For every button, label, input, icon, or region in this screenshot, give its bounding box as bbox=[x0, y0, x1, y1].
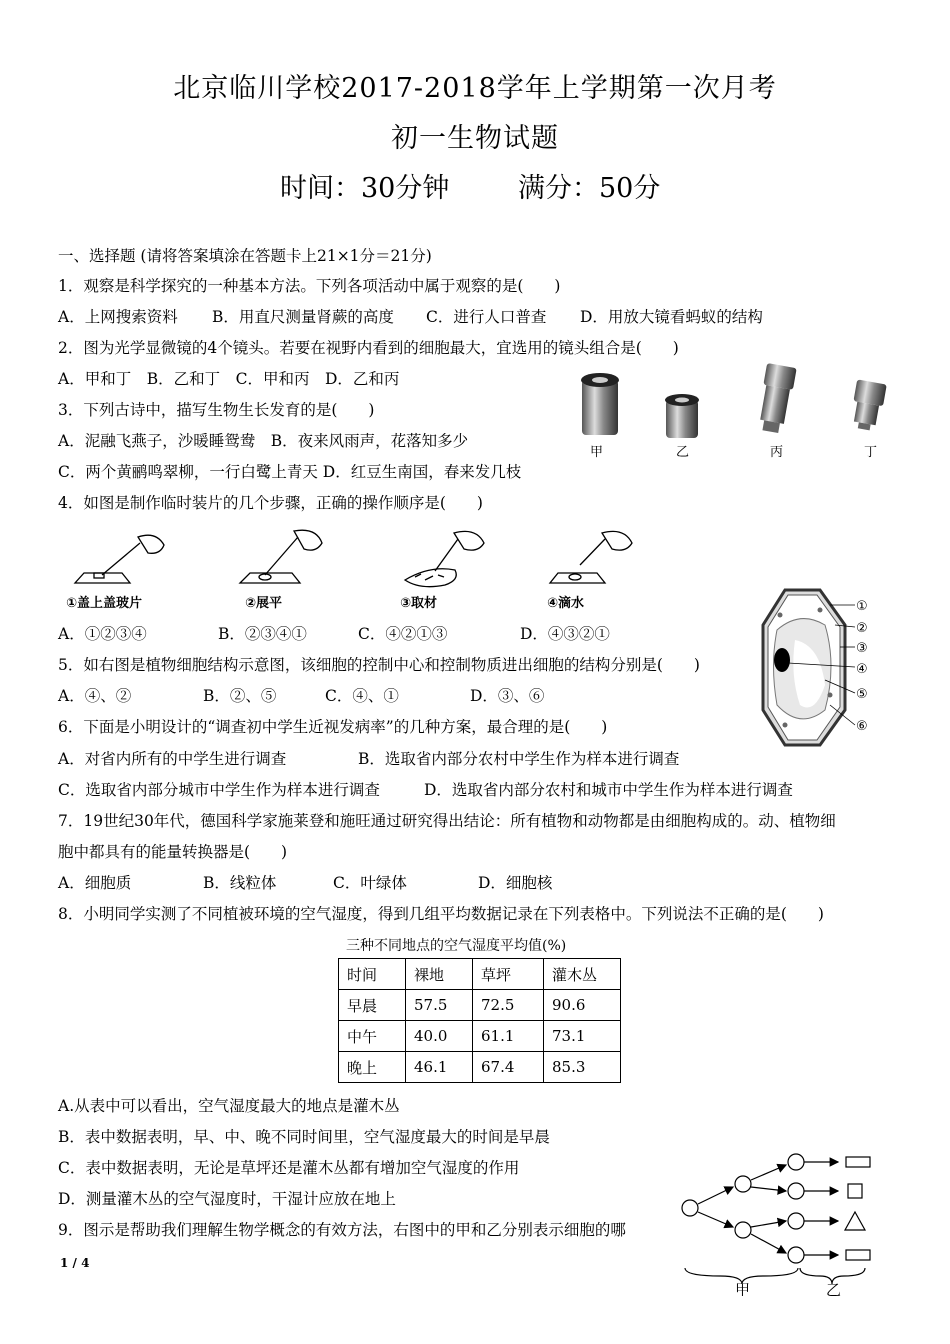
q1-option-a[interactable]: A．上网搜索资料 bbox=[58, 308, 178, 326]
q1-stem: 1．观察是科学探究的一种基本方法。下列各项活动中属于观察的是( ) bbox=[58, 277, 561, 295]
q6-option-b[interactable]: B．选取省内部分农村中学生作为样本进行调查 bbox=[358, 750, 680, 768]
q5-option-c[interactable]: C．④、① bbox=[325, 687, 399, 705]
table-header-cell: 时间 bbox=[339, 959, 406, 990]
step3-icon bbox=[405, 531, 484, 586]
table-row bbox=[339, 990, 621, 1021]
q6-option-a[interactable]: A．对省内所有的中学生进行调查 bbox=[58, 750, 287, 768]
q7-option-c[interactable]: C．叶绿体 bbox=[333, 874, 407, 892]
table-cell: 中午 bbox=[339, 1021, 406, 1052]
step4-icon bbox=[550, 531, 632, 583]
table-header-cell: 草坪 bbox=[473, 959, 544, 990]
q5-stem: 5．如右图是植物细胞结构示意图，该细胞的控制中心和控制物质进出细胞的结构分别是( ) bbox=[58, 656, 700, 674]
exam-title: 北京临川学校2017-2018学年上学期第一次月考 bbox=[173, 73, 777, 104]
lens-figure bbox=[570, 360, 900, 465]
q5-option-d[interactable]: D．③、⑥ bbox=[470, 687, 545, 705]
step-label-2: ②展平 bbox=[245, 596, 283, 611]
exam-time: 时间：30分钟 bbox=[280, 173, 450, 204]
table-cell: 90.6 bbox=[544, 990, 621, 1021]
cell-label-3: ③ bbox=[856, 641, 868, 656]
q7-stem-line1: 7．19世纪30年代，德国科学家施莱登和施旺通过研究得出结论：所有植物和动物都是由细胞构成的。动、植物细 bbox=[58, 812, 836, 830]
exam-score: 满分：50分 bbox=[518, 173, 661, 204]
q4-option-c[interactable]: C．④②①③ bbox=[358, 625, 448, 643]
q2-stem: 2．图为光学显微镜的4个镜头。若要在视野内看到的细胞最大，宜选用的镜头组合是( ) bbox=[58, 339, 679, 357]
lens-label-bing: 丙 bbox=[770, 445, 784, 460]
q1-option-d[interactable]: D．用放大镜看蚂蚁的结构 bbox=[580, 308, 763, 326]
q6-option-c[interactable]: C．选取省内部分城市中学生作为样本进行调查 bbox=[58, 781, 380, 799]
q2-options[interactable]: A．甲和丁 B．乙和丁 C．甲和丙 D．乙和丙 bbox=[58, 370, 400, 388]
q4-stem: 4．如图是制作临时装片的几个步骤，正确的操作顺序是( ) bbox=[58, 494, 483, 512]
table-cell: 57.5 bbox=[406, 990, 473, 1021]
table-cell: 早晨 bbox=[339, 990, 406, 1021]
q8-stem: 8．小明同学实测了不同植被环境的空气湿度，得到几组平均数据记录在下列表格中。下列说法不正确的是( ) bbox=[58, 905, 824, 923]
q7-option-a[interactable]: A．细胞质 bbox=[58, 874, 132, 892]
cell-label-1: ① bbox=[856, 599, 868, 614]
q8-option-c[interactable]: C．表中数据表明，无论是草坪还是灌木丛都有增加空气湿度的作用 bbox=[58, 1159, 520, 1177]
lens-yi-icon bbox=[665, 394, 699, 438]
step-label-4: ④滴水 bbox=[547, 596, 585, 611]
cell-label-4: ④ bbox=[856, 662, 868, 677]
q8-option-d[interactable]: D．测量灌木丛的空气湿度时，干湿计应放在地上 bbox=[58, 1190, 396, 1208]
step-label-3: ③取材 bbox=[400, 596, 438, 611]
q8-option-b[interactable]: B．表中数据表明，早、中、晚不同时间里，空气湿度最大的时间是早晨 bbox=[58, 1128, 550, 1146]
q3-stem: 3．下列古诗中，描写生物生长发育的是( ) bbox=[58, 401, 375, 419]
exam-subtitle: 初一生物试题 bbox=[391, 123, 559, 154]
humidity-table bbox=[338, 958, 621, 1083]
lens-bing-icon bbox=[756, 363, 797, 434]
table-row bbox=[339, 1052, 621, 1083]
table-row bbox=[339, 1021, 621, 1052]
q1-option-c[interactable]: C．进行人口普查 bbox=[426, 308, 547, 326]
q1-option-b[interactable]: B．用直尺测量肾蕨的高度 bbox=[212, 308, 394, 326]
q4-option-d[interactable]: D．④③②① bbox=[520, 625, 610, 643]
step1-icon bbox=[75, 535, 164, 583]
slide-steps-figure bbox=[60, 525, 650, 615]
step2-icon bbox=[240, 530, 322, 583]
lens-jia-icon bbox=[581, 373, 619, 435]
q8-option-a[interactable]: A.从表中可以看出，空气湿度最大的地点是灌木丛 bbox=[58, 1097, 400, 1115]
lens-label-ding: 丁 bbox=[864, 445, 878, 460]
q5-option-a[interactable]: A．④、② bbox=[58, 687, 132, 705]
section-heading: 一、选择题 (请将答案填涂在答题卡上21×1分＝21分) bbox=[58, 247, 432, 265]
table-cell: 40.0 bbox=[406, 1021, 473, 1052]
q5-option-b[interactable]: B．②、⑤ bbox=[203, 687, 277, 705]
q3-options-cd[interactable]: C．两个黄鹂鸣翠柳，一行白鹭上青天 D．红豆生南国，春来发几枝 bbox=[58, 463, 522, 481]
table-cell: 61.1 bbox=[473, 1021, 544, 1052]
table-caption: 三种不同地点的空气湿度平均值(%) bbox=[346, 938, 567, 954]
lens-ding-icon bbox=[849, 379, 887, 431]
q7-stem-line2: 胞中都具有的能量转换器是( ) bbox=[58, 843, 288, 861]
q9-stem: 9．图示是帮助我们理解生物学概念的有效方法，右图中的甲和乙分别表示细胞的哪 bbox=[58, 1221, 626, 1239]
table-cell: 73.1 bbox=[544, 1021, 621, 1052]
lens-label-jia: 甲 bbox=[590, 445, 604, 460]
diagram-label-jia: 甲 bbox=[735, 1281, 751, 1296]
cell-label-6: ⑥ bbox=[856, 719, 868, 734]
diagram-label-yi: 乙 bbox=[826, 1281, 842, 1296]
table-cell: 72.5 bbox=[473, 990, 544, 1021]
table-header-cell: 灌木丛 bbox=[544, 959, 621, 990]
table-cell: 85.3 bbox=[544, 1052, 621, 1083]
cell-process-diagram bbox=[680, 1148, 900, 1296]
table-cell: 67.4 bbox=[473, 1052, 544, 1083]
lens-label-yi: 乙 bbox=[676, 445, 690, 460]
q3-options-ab[interactable]: A．泥融飞燕子，沙暖睡鸳鸯 B．夜来风雨声，花落知多少 bbox=[58, 432, 469, 450]
q4-option-a[interactable]: A．①②③④ bbox=[58, 625, 147, 643]
page-number: 1 / 4 bbox=[60, 1256, 90, 1270]
q6-option-d[interactable]: D．选取省内部分农村和城市中学生作为样本进行调查 bbox=[424, 781, 793, 799]
table-cell: 晚上 bbox=[339, 1052, 406, 1083]
step-label-1: ①盖上盖玻片 bbox=[66, 596, 143, 611]
table-cell: 46.1 bbox=[406, 1052, 473, 1083]
plant-cell-diagram bbox=[755, 585, 880, 750]
q7-option-d[interactable]: D．细胞核 bbox=[478, 874, 553, 892]
cell-label-5: ⑤ bbox=[856, 687, 868, 702]
table-header-row bbox=[339, 959, 621, 990]
q4-option-b[interactable]: B．②③④① bbox=[218, 625, 307, 643]
q7-option-b[interactable]: B．线粒体 bbox=[203, 874, 277, 892]
q6-stem: 6．下面是小明设计的“调查初中学生近视发病率”的几种方案，最合理的是( ) bbox=[58, 718, 608, 736]
cell-label-2: ② bbox=[856, 621, 868, 636]
table-header-cell: 裸地 bbox=[406, 959, 473, 990]
nucleus-icon bbox=[774, 648, 790, 672]
